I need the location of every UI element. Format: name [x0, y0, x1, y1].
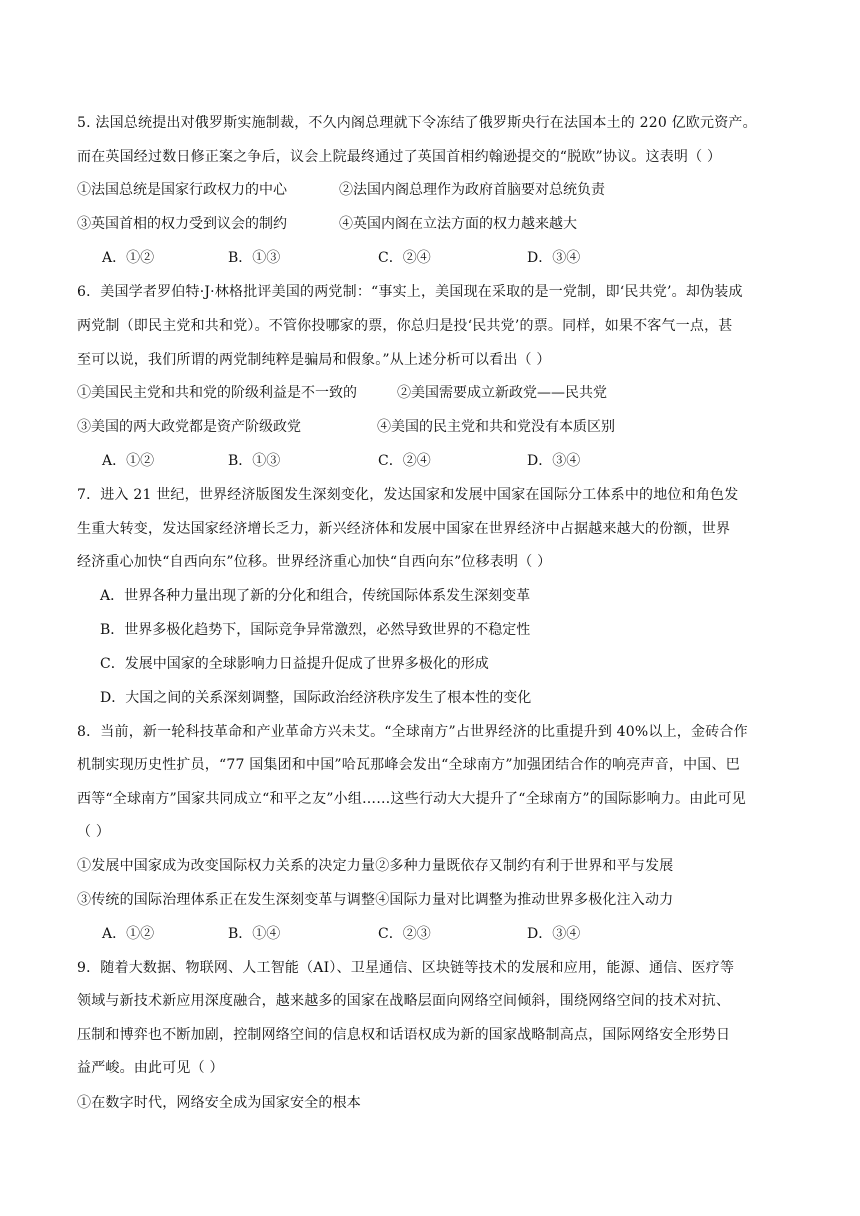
- statement: ②美国需要成立新政党——民共党: [397, 385, 607, 401]
- question-8-statement-row: ①发展中国家成为改变国际权力关系的决定力量②多种力量既依存又制约有利于世界和平与发展: [77, 858, 674, 874]
- question-8-stem-line: 机制实现历史性扩员，“77 国集团和中国”哈瓦那峰会发出“全球南方”加强团结合作的响亮声音，中国、巴: [77, 757, 740, 773]
- question-9-stem-line: 益严峻。由此可见（ ）: [77, 1060, 224, 1076]
- question-9-stem-line: 压制和博弈也不断加剧，控制网络空间的信息权和话语权成为新的国家战略制高点，国际网络安全形势日: [77, 1027, 731, 1043]
- option-a[interactable]: A．①②: [102, 926, 155, 942]
- option-c[interactable]: C．②④: [378, 250, 431, 266]
- question-8-stem-line: 西等“全球南方”国家共同成立“和平之友”小组……这些行动大大提升了“全球南方”的国际影响力。由此可见: [77, 791, 746, 807]
- option-c[interactable]: C．②④: [378, 453, 431, 469]
- option-d[interactable]: D．大国之间的关系深刻调整，国际政治经济秩序发生了根本性的变化: [100, 690, 532, 706]
- option-b[interactable]: B．①③: [228, 250, 281, 266]
- question-5-statement-row: [77, 180, 605, 200]
- statement: ①法国总统是国家行政权力的中心: [77, 182, 287, 198]
- question-6-stem-line: 两党制（即民主党和共和党）。不管你投哪家的票，你总归是投‘民共党’的票。同样，如果不客气一点，甚: [77, 318, 733, 334]
- question-6-statement-row: [77, 383, 607, 403]
- question-6-stem-line: 6．美国学者罗伯特·J·林格批评美国的两党制：“事实上，美国现在采取的是一党制，即‘民共党’。却伪装成: [77, 284, 743, 300]
- option-b[interactable]: B．世界多极化趋势下，国际竞争异常激烈，必然导致世界的不稳定性: [100, 622, 531, 638]
- option-b[interactable]: B．①③: [228, 453, 281, 469]
- question-5-stem-line: 5. 法国总统提出对俄罗斯实施制裁，不久内阁总理就下令冻结了俄罗斯央行在法国本土的 220 亿欧元资产。: [77, 115, 757, 131]
- question-6-stem-line: 至可以说，我们所谓的两党制纯粹是骗局和假象。”从上述分析可以看出（ ）: [77, 352, 551, 368]
- statement: ③英国首相的权力受到议会的制约: [77, 216, 287, 232]
- question-9-stem-line: 9．随着大数据、物联网、人工智能（AI）、卫星通信、区块链等技术的发展和应用，能源、通信、医疗等: [77, 960, 735, 976]
- question-8-statement-row: ③传统的国际治理体系正在发生深刻变革与调整④国际力量对比调整为推动世界多极化注入动力: [77, 892, 674, 908]
- question-7-stem-line: 生重大转变，发达国家经济增长乏力，新兴经济体和发展中国家在世界经济中占据越来越大的份额，世界: [77, 521, 731, 537]
- question-5-statement-row: [77, 214, 577, 234]
- question-8-stem-line: 8．当前，新一轮科技革命和产业革命方兴未艾。“全球南方”占世界经济的比重提升到 40%以上，金砖合作: [77, 724, 748, 740]
- option-a[interactable]: A．世界各种力量出现了新的分化和组合，传统国际体系发生深刻变革: [100, 588, 531, 604]
- question-6-statement-row: [77, 417, 615, 437]
- question-9-stem-line: 领域与新技术新应用深度融合，越来越多的国家在战略层面向网络空间倾斜，围绕网络空间的技术对抗、: [77, 993, 731, 1009]
- statement: ①美国民主党和共和党的阶级利益是不一致的: [77, 385, 357, 401]
- question-5-stem-line: 而在英国经过数日修正案之争后，议会上院最终通过了英国首相约翰逊提交的“脱欧”协议。这表明（ ）: [77, 149, 722, 165]
- question-7-stem-line: 7．进入 21 世纪，世界经济版图发生深刻变化，发达国家和发展中国家在国际分工体系中的地位和角色发: [77, 487, 739, 503]
- option-c[interactable]: C．②③: [378, 926, 431, 942]
- option-a[interactable]: A．①②: [102, 453, 155, 469]
- option-b[interactable]: B．①④: [228, 926, 281, 942]
- statement: ③美国的两大政党都是资产阶级政党: [77, 419, 301, 435]
- statement: ④美国的民主党和共和党没有本质区别: [377, 419, 615, 435]
- option-d[interactable]: D．③④: [527, 453, 581, 469]
- statement: ④英国内阁在立法方面的权力越来越大: [339, 216, 577, 232]
- question-7-stem-line: 经济重心加快“自西向东”位移。世界经济重心加快“自西向东”位移表明（ ）: [77, 554, 552, 570]
- option-a[interactable]: A．①②: [102, 250, 155, 266]
- option-c[interactable]: C．发展中国家的全球影响力日益提升促成了世界多极化的形成: [100, 656, 489, 672]
- question-9-statement-row: ①在数字时代，网络安全成为国家安全的根本: [77, 1095, 361, 1111]
- option-d[interactable]: D．③④: [527, 926, 581, 942]
- question-8-stem-line: （ ）: [77, 824, 111, 840]
- option-d[interactable]: D．③④: [527, 250, 581, 266]
- statement: ②法国内阁总理作为政府首脑要对总统负责: [339, 182, 605, 198]
